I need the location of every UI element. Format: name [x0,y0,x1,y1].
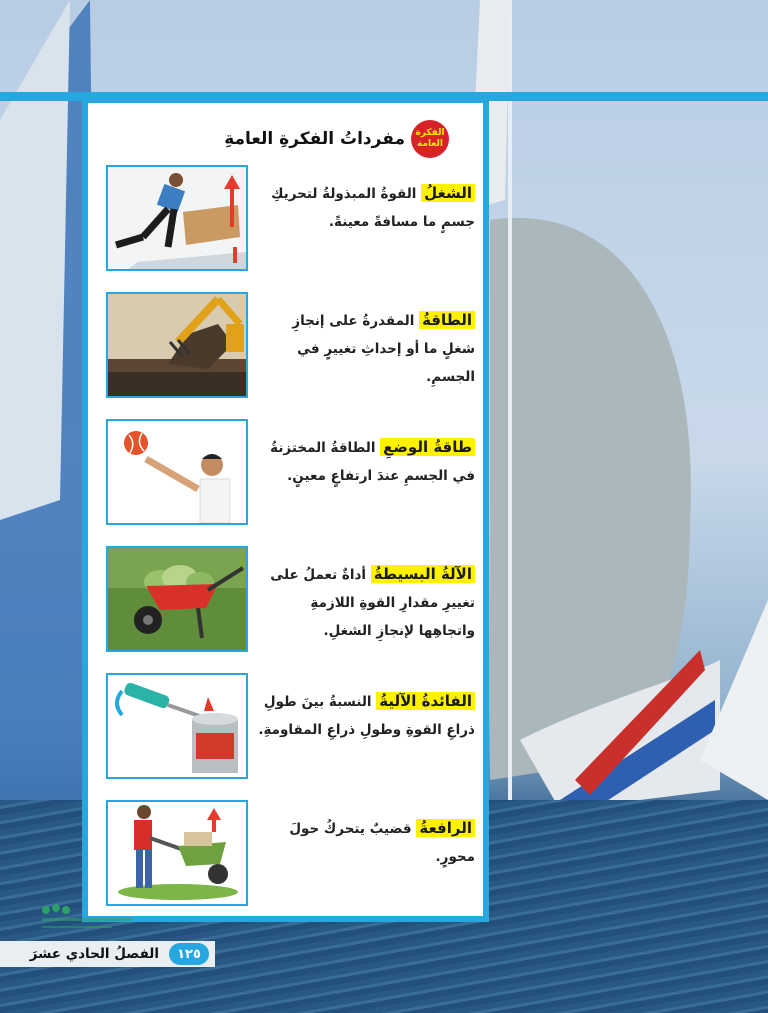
vocab-definition-text: القوةُ المبذولةُ لتحريكِ جسمٍ ما مسافةً معينةً. [271,186,475,230]
boy-throwing-ball-image [106,419,248,525]
vocab-term: الطاقةُ [419,311,475,329]
vocab-definition [255,814,475,871]
vocab-definition-text: أداةٌ تعملُ على تغييرِ مقدارِ القوةِ اللازمةِ واتجاهِها لإنجازِ الشغلِ. [270,567,475,639]
vocab-definition-text: قضيبٌ يتحركُ حولَ محورٍ. [289,821,475,865]
vocab-term: طاقةُ الوضعِ [380,438,475,456]
vocab-item-lever [88,800,483,910]
vocab-definition [255,560,475,645]
vocab-definition-text: الطاقةُ المختزنةُ في الجسمِ عندَ ارتفاعٍ معينٍ. [270,440,475,484]
vocab-definition [255,179,475,236]
section-title: مفرداتُ الفكرةِ العامةِ [224,129,405,149]
vocab-item-work [88,165,483,275]
vocabulary-panel [82,97,489,922]
vocab-item-mechanical-advantage [88,673,483,783]
vocab-definition-text: النسبةُ بينَ طولِ ذراعِ القوةِ وطولِ ذراعِ المقاومةِ. [258,694,475,738]
vocab-definition [255,433,475,490]
vocab-item-potential-energy [88,419,483,529]
vocab-definition-text: المقدرةُ على إنجازِ شغلٍ ما أو إحداثِ تغييرٍ في الجسمِ. [292,313,475,385]
vocab-item-energy [88,292,483,402]
vocab-definition [255,306,475,391]
big-idea-badge-icon: الفكرة العامة [411,120,449,158]
boy-lifting-wheelbarrow-image [106,800,248,906]
vocab-term: الفائدةُ الآليةُ [376,692,475,710]
excavator-crushing-scrap-image [106,292,248,398]
section-heading [224,120,449,158]
wheelbarrow-with-watermelons-image [106,546,248,652]
chapter-title: الفصلُ الحادي عشرَ [29,946,159,962]
screwdriver-opening-paint-can-image [106,673,248,779]
page-number: ١٢٥ [169,943,209,965]
ministry-of-education-logo [32,898,142,938]
vocab-definition [255,687,475,744]
vocab-item-simple-machine [88,546,483,656]
vocab-term: الشغلُ [421,184,475,202]
vocab-term: الآلةُ البسيطةُ [371,565,475,583]
vocab-term: الرافعةُ [416,819,475,837]
page-footer [0,941,215,967]
person-pushing-box-image [106,165,248,271]
